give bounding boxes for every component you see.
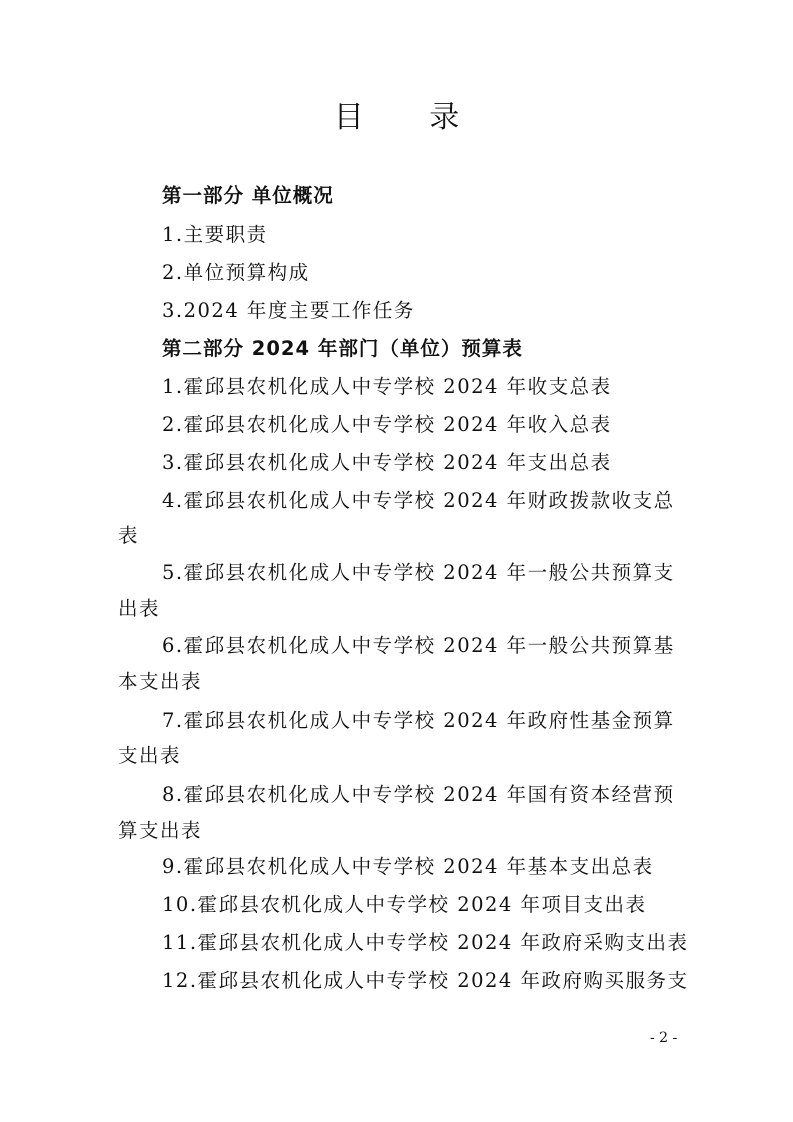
- toc-item: 5.霍邱县农机化成人中专学校 2024 年一般公共预算支: [162, 561, 675, 584]
- toc-item: 2.单位预算构成: [162, 261, 310, 284]
- page-title: 目 录: [333, 100, 488, 135]
- part1-heading: 第一部分 单位概况: [162, 184, 334, 207]
- toc-item-continuation: 出表: [118, 597, 161, 620]
- page-number: - 2 -: [650, 1030, 678, 1046]
- toc-item: 6.霍邱县农机化成人中专学校 2024 年一般公共预算基: [162, 634, 675, 657]
- toc-item: 11.霍邱县农机化成人中专学校 2024 年政府采购支出表: [162, 931, 689, 954]
- toc-item: 4.霍邱县农机化成人中专学校 2024 年财政拨款收支总: [162, 489, 675, 512]
- toc-item: 12.霍邱县农机化成人中专学校 2024 年政府购买服务支: [162, 969, 689, 992]
- toc-item: 7.霍邱县农机化成人中专学校 2024 年政府性基金预算: [162, 709, 675, 732]
- toc-item-continuation: 支出表: [118, 744, 182, 767]
- toc-item-continuation: 本支出表: [118, 670, 203, 693]
- toc-item-continuation: 表: [118, 524, 140, 547]
- toc-item: 2.霍邱县农机化成人中专学校 2024 年收入总表: [162, 413, 612, 436]
- toc-item: 9.霍邱县农机化成人中专学校 2024 年基本支出总表: [162, 855, 654, 878]
- toc-item: 3.霍邱县农机化成人中专学校 2024 年支出总表: [162, 451, 612, 474]
- toc-item: 8.霍邱县农机化成人中专学校 2024 年国有资本经营预: [162, 783, 675, 806]
- toc-item-continuation: 算支出表: [118, 819, 203, 842]
- toc-item: 10.霍邱县农机化成人中专学校 2024 年项目支出表: [162, 893, 647, 916]
- toc-item: 1.霍邱县农机化成人中专学校 2024 年收支总表: [162, 375, 612, 398]
- toc-item: 3.2024 年度主要工作任务: [162, 299, 415, 322]
- toc-item: 1.主要职责: [162, 223, 268, 246]
- part2-heading: 第二部分 2024 年部门（单位）预算表: [162, 337, 523, 360]
